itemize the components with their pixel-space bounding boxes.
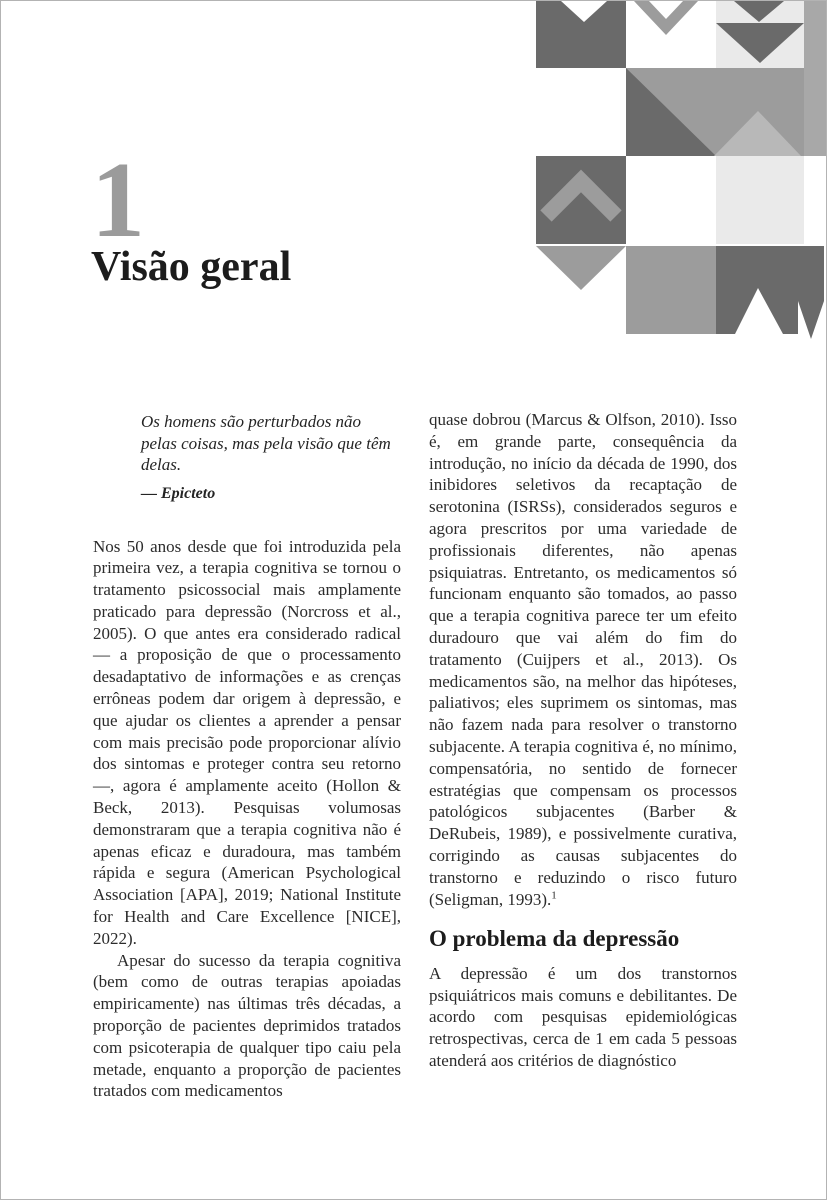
- chapter-number: 1: [91, 141, 145, 260]
- footnote-marker: 1: [551, 888, 557, 901]
- ribbon-shape: [716, 246, 824, 339]
- side-strip: [804, 1, 827, 156]
- paragraph-medication-text: quase dobrou (Marcus & Olfson, 2010). Isso é, em grande parte, consequência da introdução, no início da década de 1990, dos inibidores seletivos da recaptação de serotonina (ISRSs), considerados seguros e agora prescritos por uma variedade de profissionais diferentes, não apenas psiquiatras. Entretanto, os medicamentos só funcionam enquanto são tomados, ao passo que a terapia cognitiva parece ter um efeito duradouro que vai além do fim do tratamento (Cuijpers et al., 2013). Os medicamentos são, na melhor das hipóteses, paliativos; eles suprimem os sintomas, mas não fazem nada para resolver o transtorno subjacente. A terapia cognitiva é, no mínimo, compensatória, no sentido de fornecer estratégias que compensam os processos patológicos subjacentes (Barber & DeRubeis, 1989), e possivelmente curativa, corrigindo as causas subjacentes do transtorno e reduzindo o risco futuro (Seligman, 1993).: [429, 410, 737, 909]
- geometric-pattern-decoration: [536, 1, 827, 342]
- paragraph-treatment-trends: Apesar do sucesso da terapia cognitiva (bem como de outras terapias apoiadas empiricamente) nas últimas três décadas, a proporção de pacientes deprimidos tratados com psicoterapia de qualquer tipo caiu pela metade, enquanto a proporção de pacientes tratados com medicamentos: [93, 950, 401, 1101]
- triangle-down: [536, 246, 626, 290]
- column-left: [93, 409, 401, 1102]
- text-columns: [93, 409, 737, 1102]
- chapter-title: Visão geral: [91, 244, 292, 290]
- paragraph-medication: [429, 409, 737, 910]
- paragraph-depression-problem: A depressão é um dos transtornos psiquiátricos mais comuns e debilitantes. De acordo com pesquisas epidemiológicas retrospectivas, cerca de 1 em cada 5 pessoas atenderá aos critérios de diagnóstico: [429, 963, 737, 1070]
- pattern-square: [536, 156, 626, 244]
- epigraph-text: Os homens são perturbados não pelas coisas, mas pela visão que têm delas.: [141, 412, 391, 474]
- epigraph-attribution: — Epicteto: [141, 484, 216, 502]
- paragraph-intro: Nos 50 anos desde que foi introduzida pela primeira vez, a terapia cognitiva se tornou o tratamento psicossocial mais amplamente praticado para depressão (Norcross et al., 2005). O que antes era considerado radical — a proposição de que o processamento desadaptativo de informações e as crenças errôneas podem dar origem à depressão, e que ajudar os clientes a aprender a pensar com mais precisão pode proporcionar alívio dos sintomas e proteger contra seu retorno —, agora é amplamente aceito (Hollon & Beck, 2013). Pesquisas volumosas demonstraram que a terapia cognitiva não é apenas eficaz e duradoura, mas também rápida e segura (American Psychological Association [APA], 2019; National Institute for Health and Care Excellence [NICE], 2022).: [93, 536, 401, 948]
- epigraph: [141, 411, 393, 503]
- section-heading-depression: O problema da depressão: [429, 926, 680, 952]
- chevron-down-shape: [634, 1, 698, 35]
- column-right: [429, 409, 737, 1102]
- pattern-square: [716, 156, 804, 244]
- pattern-square: [626, 246, 716, 334]
